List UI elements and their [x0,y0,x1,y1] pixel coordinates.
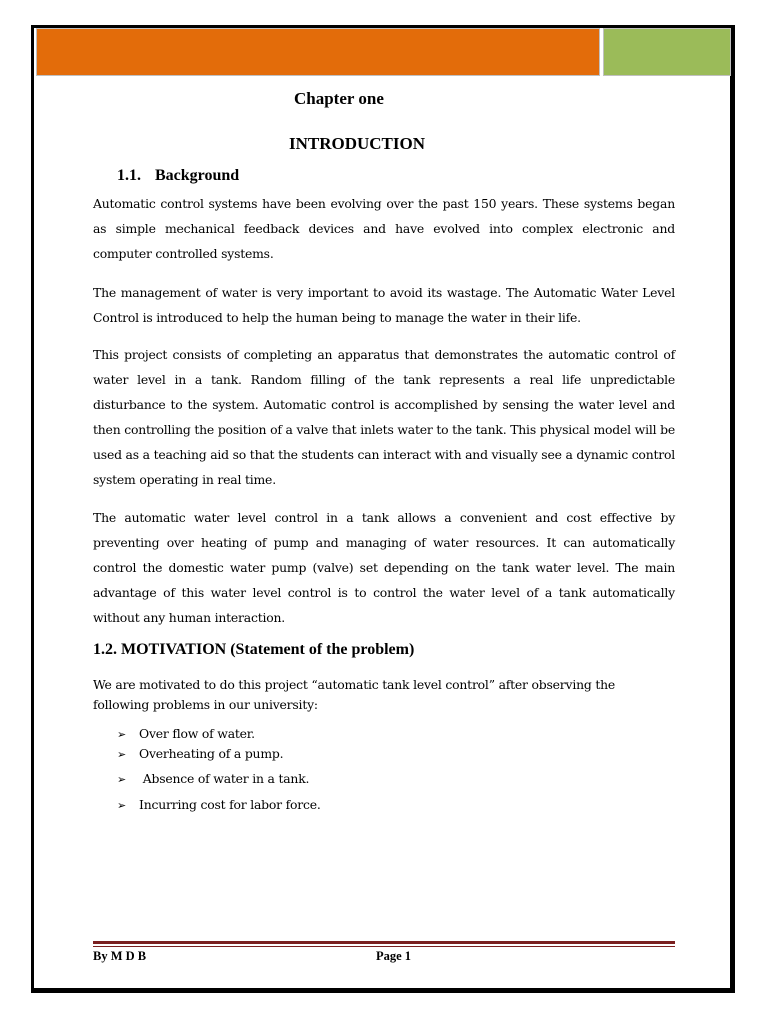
header-band-green [603,28,731,76]
list-item [117,746,283,761]
list-item-text: Absence of water in a tank. [139,771,310,786]
list-item [117,726,255,741]
motivation-heading: 1.2. MOTIVATION (Statement of the problem) [93,641,415,658]
background-paragraph-3: This project consists of completing an apparatus that demonstrates the automatic control of water level in a tank. Random filling of the tank represents a real life unpredictable disturbance to the system. Automatic control is accomplished by sensing the water level and then controlling the position of a valve that inlets water to the tank. This physical model will be used as a teaching aid so that the students can interact with and visually see a dynamic control system operating in real time. [93,347,675,487]
list-item [117,797,321,812]
list-item-text: Overheating of a pump. [139,746,284,761]
background-heading-title: Background [155,167,240,184]
arrowhead-bullet-icon: ➢ [117,748,127,761]
background-paragraph-1: Automatic control systems have been evolving over the past 150 years. These systems began as simple mechanical feedback devices and have evolved into complex electronic and computer controlled systems. [93,196,675,261]
chapter-title: Chapter one [294,89,384,108]
arrowhead-bullet-icon: ➢ [117,728,127,741]
footer-author: By M D B [93,949,147,963]
background-paragraph-2: The management of water is very important to avoid its wastage. The Automatic Water Level Control is introduced to help the human being to manage the water in their life. [93,285,675,325]
motivation-intro: We are motivated to do this project “automatic tank level control” after observing the following problems in our university: [93,677,616,712]
background-paragraph-4: The automatic water level control in a tank allows a convenient and cost effective by preventing over heating of pump and managing of water resources. It can automatically control the domestic water pump (valve) set depending on the tank water level. The main advantage of this water level control is to control the water level of a tank automatically without any human interaction. [93,510,675,625]
footer-rule [93,941,675,944]
background-heading-number: 1.1. [117,167,141,184]
arrowhead-bullet-icon: ➢ [117,799,127,812]
background-heading [117,167,239,185]
footer-rule-thin [93,946,675,947]
page-number: Page 1 [376,949,412,963]
main-heading: INTRODUCTION [289,134,426,153]
list-item-text: Incurring cost for labor force. [139,797,321,812]
header-band-orange [36,28,600,76]
list-item [117,771,309,786]
arrowhead-bullet-icon: ➢ [117,773,127,786]
list-item-text: Over flow of water. [139,726,255,741]
